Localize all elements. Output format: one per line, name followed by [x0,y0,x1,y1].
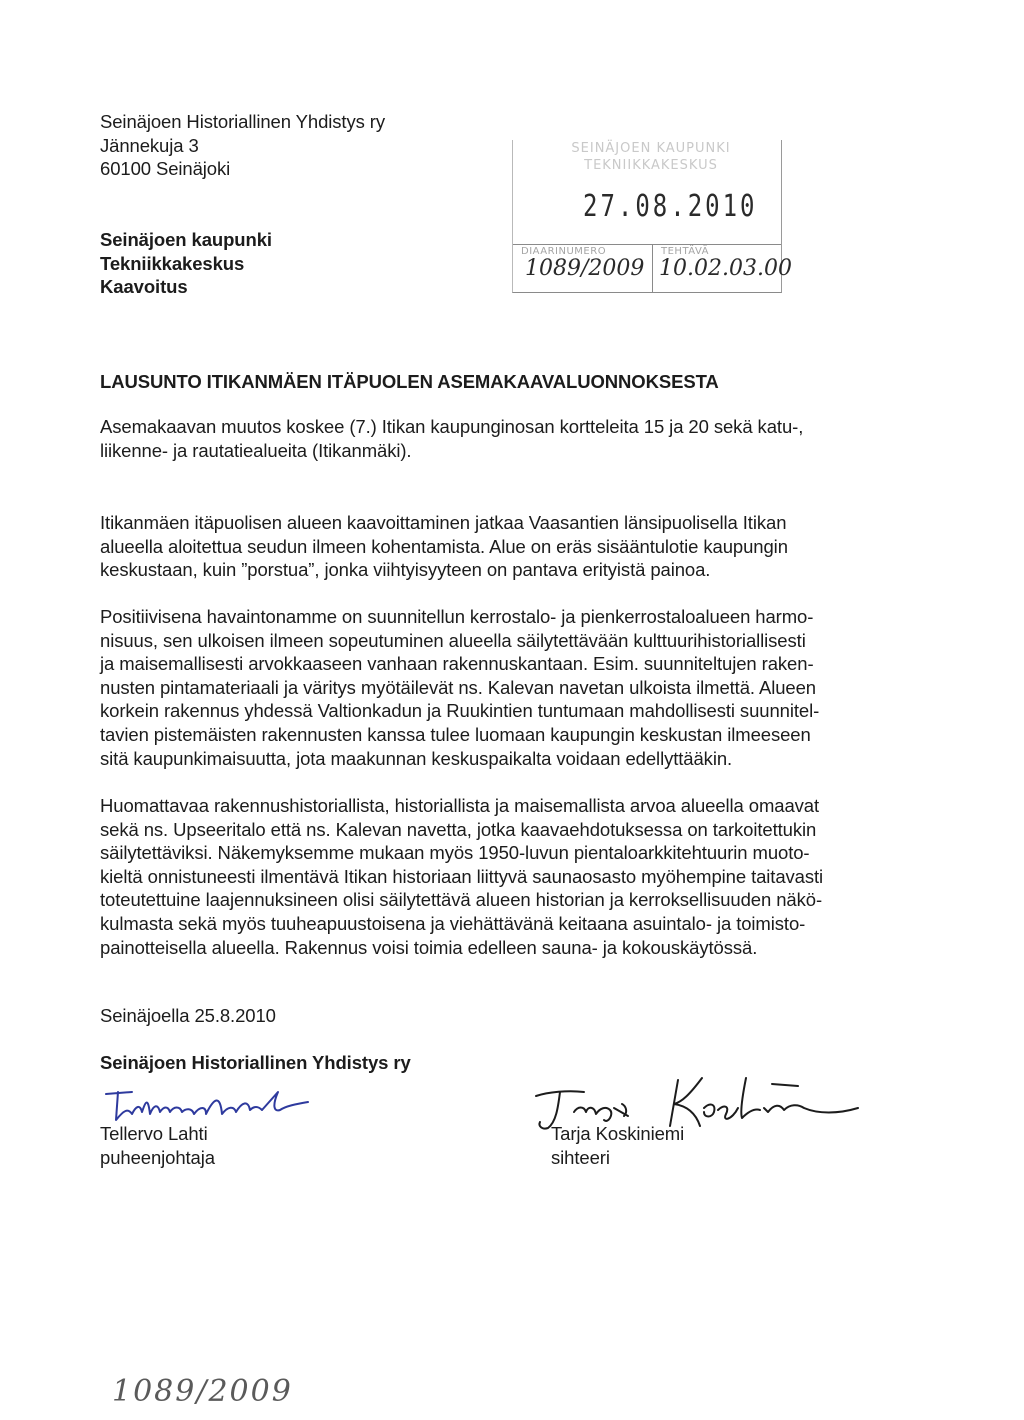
signing-organization: Seinäjoen Historiallinen Yhdistys ry [100,1052,411,1073]
stamp-divider [513,244,781,245]
paragraph-line: alueella aloitettua seudun ilmeen kohentamista. Alue on eräs sisääntulotie kaupungin [100,535,788,557]
handwritten-file-number: 1089/2009 [112,1374,293,1409]
paragraph-line: säilytettäviksi. Näkemyksemme mukaan myös 1950-luvun pientaloarkkitehtuurin muoto- [100,842,810,864]
stamp-org-line: SEINÄJOEN KAUPUNKI [571,141,731,156]
paragraph-line: ja maisemallisesti arvokkaaseen vanhaan rakennuskantaan. Esim. suunniteltujen raken- [100,653,814,675]
stamp-date: 27.08.2010 [583,188,758,224]
paragraph-line: korkein rakennus yhdessä Valtionkadun ja Ruukintien tuntumaan mahdollisesti suunnitel- [100,700,820,722]
signer-lahti [100,1122,215,1169]
sender-postal: 60100 Seinäjoki [100,158,231,180]
sender-street: Jännekuja 3 [100,134,199,156]
signer-name: Tellervo Lahti [100,1123,208,1144]
paragraph-line: Asemakaavan muutos koskee (7.) Itikan kaupunginosan kortteleita 15 ja 20 sekä katu-, [100,416,804,437]
stamp-column-divider [652,244,653,292]
paragraph-line: nusten pintamateriaali ja väritys myötäilevät ns. Kalevan navetan ulkoista ilmettä. Alueen [100,676,816,698]
stamp-organization [531,140,771,174]
paragraph-line: Huomattavaa rakennushistoriallista, historiallista ja maisemallista arvoa alueella omaavat [100,795,820,816]
paragraph-line: sekä ns. Upseeritalo että ns. Kalevan navetta, jotka kaavaehdotuksessa on tarkoitettukin [100,818,817,840]
stamp-org-line: TEKNIIKKAKESKUS [584,158,718,173]
paragraph-line: kieltä onnistuneesti ilmentävä Itikan historiaan liittyvä saunaosasto myöhempine taitavasti [100,865,824,887]
paragraph-scope [100,415,803,462]
recipient-line: Kaavoitus [100,276,188,298]
paragraph-line: keskustaan, kuin ”porstua”, jonka viihtyisyyteen on pantava erityistä painoa. [100,559,711,581]
paragraph-line: sitä kaupunkimaisuutta, jota maakunnan keskuspaikalta voidaan edellyttääkin. [100,747,733,769]
paragraph-area [100,511,788,582]
signature-lahti [102,1080,332,1128]
paragraph-line: liikenne- ja rautatiealueita (Itikanmäki). [100,439,412,461]
place-and-date: Seinäjoella 25.8.2010 [100,1005,276,1026]
stamp-task-label: TEHTÄVÄ [661,246,710,257]
signer-name: Tarja Koskiniemi [551,1123,685,1144]
paragraph-positive [100,605,819,770]
received-stamp [512,140,792,293]
document-title: LAUSUNTO ITIKANMÄEN ITÄPUOLEN ASEMAKAAVALUONNOKSESTA [100,371,719,392]
paragraph-line: kulmasta sekä myös tuuheapuustoisena ja viehättävänä keitaana asuintalo- ja toimisto- [100,912,806,934]
paragraph-line: nisuus, sen ulkoisen ilmeen sopeutuminen alueella säilytettävään kulttuurihistoriallisesti [100,629,806,651]
stamp-diary-number: 1089/2009 [525,256,645,281]
signer-koskiniemi [551,1122,684,1169]
paragraph-line: tavien pistemäisten rakennusten kanssa tulee luomaan kaupungin keskustan ilmeeseen [100,723,811,745]
paragraph-line: Itikanmäen itäpuolisen alueen kaavoittaminen jatkaa Vaasantien länsipuolisella Itikan [100,512,787,533]
paragraph-line: toteutettuine laajennuksineen olisi säilytettävä alueen historian ja kerroksellisuuden näkö- [100,889,823,911]
signer-role: puheenjohtaja [100,1146,215,1168]
paragraph-line: Positiivisena havaintonamme on suunnitellun kerrostalo- ja pienkerrostaloalueen harmo- [100,606,814,627]
stamp-diary-label: DIAARINUMERO [521,246,607,257]
sender-name: Seinäjoen Historiallinen Yhdistys ry [100,111,386,132]
signer-role: sihteeri [551,1146,610,1168]
stamp-task-number: 10.02.03.00 [659,256,792,281]
paragraph-line: painotteisella alueella. Rakennus voisi toimia edelleen sauna- ja kokouskäytössä. [100,936,758,958]
paragraph-heritage [100,794,823,959]
sender-address [100,110,385,181]
recipient-address [100,228,272,299]
recipient-line: Seinäjoen kaupunki [100,229,272,250]
recipient-line: Tekniikkakeskus [100,252,245,274]
